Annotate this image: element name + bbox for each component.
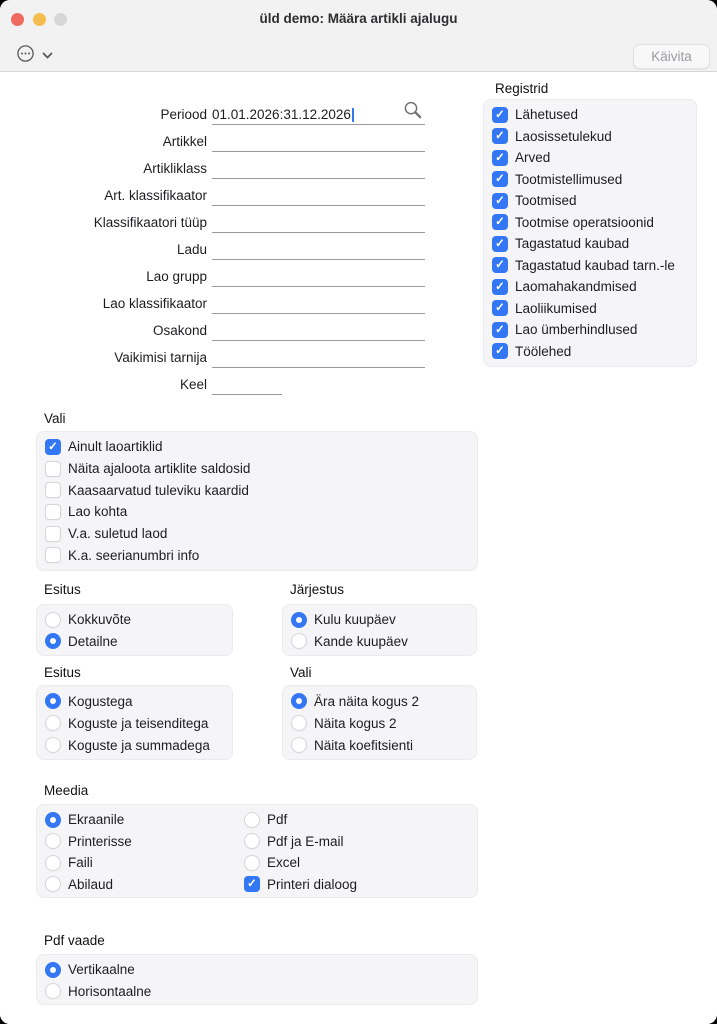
checkbox-tagastatud-kaubad-tarnijale[interactable]: ✓ Tagastatud kaubad tarn.-le — [484, 255, 696, 277]
checkbox-laomahakandmised[interactable]: ✓ Laomahakandmised — [484, 276, 696, 298]
radio-icon — [45, 855, 61, 871]
checkbox-tootmistellimused[interactable]: ✓ Tootmistellimused — [484, 169, 696, 191]
radio-icon — [291, 693, 307, 709]
radio-faili[interactable]: Faili — [37, 852, 236, 874]
checkbox-icon — [492, 343, 508, 359]
esitus2-panel — [36, 685, 233, 760]
radio-icon — [244, 833, 260, 849]
checkbox-icon — [492, 236, 508, 252]
jarjestus-panel — [282, 604, 477, 656]
field-row — [0, 260, 425, 287]
checkbox-icon — [244, 876, 260, 892]
pdf-vaade-panel — [36, 954, 478, 1005]
field-label: Lao klassifikaator — [102, 296, 207, 311]
field-label: Osakond — [152, 323, 207, 338]
osakond-input[interactable] — [212, 318, 425, 341]
checkbox-toolehed[interactable]: ✓ Töölehed — [484, 341, 696, 363]
radio-pdf[interactable]: Pdf — [236, 809, 287, 831]
radio-ara-naita-kogus-2[interactable]: Ära näita kogus 2 — [283, 690, 476, 712]
checkbox-icon — [45, 461, 61, 477]
checkbox-icon — [45, 547, 61, 563]
radio-icon — [291, 715, 307, 731]
radio-kande-kuupaev[interactable]: Kande kuupäev — [283, 631, 476, 653]
checkbox-tagastatud-kaubad[interactable]: ✓ Tagastatud kaubad — [484, 233, 696, 255]
field-row — [0, 179, 425, 206]
vaikimisi-tarnija-input[interactable] — [212, 345, 425, 368]
field-label: Artikliklass — [143, 161, 207, 176]
checkbox-icon — [45, 439, 61, 455]
checkbox-laosissetulekud[interactable]: ✓ Laosissetulekud — [484, 126, 696, 148]
meedia-title: Meedia — [44, 783, 89, 798]
registrid-title: Registrid — [495, 81, 549, 96]
field-row — [0, 368, 425, 395]
radio-koguste-ja-teisenditega[interactable]: Koguste ja teisenditega — [37, 712, 232, 734]
radio-horisontaalne[interactable]: Horisontaalne — [37, 981, 477, 1003]
ladu-input[interactable] — [212, 237, 425, 260]
checkbox-icon — [492, 214, 508, 230]
radio-icon — [45, 633, 61, 649]
run-button[interactable]: Käivita — [633, 44, 710, 69]
radio-icon — [291, 737, 307, 753]
vali2-title: Vali — [290, 665, 312, 680]
radio-icon — [291, 612, 307, 628]
field-row — [0, 152, 425, 179]
radio-naita-kogus-2[interactable]: Näita kogus 2 — [283, 712, 476, 734]
radio-icon — [45, 693, 61, 709]
meedia-row — [37, 874, 477, 896]
radio-icon — [45, 962, 61, 978]
meedia-row — [37, 809, 477, 831]
registrid-panel — [483, 99, 697, 367]
pdf-vaade-title: Pdf vaade — [44, 933, 105, 948]
checkbox-lao-kohta[interactable]: Lao kohta — [37, 501, 477, 523]
checkbox-icon — [492, 150, 508, 166]
vali-panel — [36, 431, 478, 571]
field-row — [0, 206, 425, 233]
checkbox-naita-ajaloota-saldosid[interactable]: Näita ajaloota artiklite saldosid — [37, 458, 477, 480]
window-title: üld demo: Määra artikli ajalugu — [259, 11, 458, 26]
radio-icon — [45, 737, 61, 753]
field-column — [0, 98, 425, 395]
checkbox-icon — [492, 279, 508, 295]
radio-abilaud[interactable]: Abilaud — [37, 874, 236, 896]
field-label: Klassifikaatori tüüp — [93, 215, 207, 230]
dialog-content — [0, 72, 717, 1024]
field-label: Lao grupp — [146, 269, 207, 284]
radio-kokkuvote[interactable]: Kokkuvõte — [37, 609, 232, 631]
esitus1-title: Esitus — [44, 582, 81, 597]
title-bar — [0, 0, 717, 72]
checkbox-ka-seerianumbri-info[interactable]: K.a. seerianumbri info — [37, 544, 477, 566]
radio-vertikaalne[interactable]: Vertikaalne — [37, 959, 477, 981]
lao-grupp-input[interactable] — [212, 264, 425, 287]
esitus1-panel — [36, 604, 233, 656]
checkbox-tootmise-operatsioonid[interactable]: ✓ Tootmise operatsioonid — [484, 212, 696, 234]
checkbox-laoliikumised[interactable]: ✓ Laoliikumised — [484, 298, 696, 320]
klassifikaatori-tuup-input[interactable] — [212, 210, 425, 233]
radio-icon — [45, 876, 61, 892]
field-row-periood — [0, 98, 425, 125]
checkbox-lao-umberhindlused[interactable]: ✓ Lao ümberhindlused — [484, 319, 696, 341]
radio-icon — [244, 812, 260, 828]
artikkel-input[interactable] — [212, 129, 425, 152]
paste-lookup-icon[interactable] — [403, 101, 423, 123]
periood-input[interactable] — [212, 102, 425, 125]
esitus2-title: Esitus — [44, 665, 81, 680]
checkbox-arved[interactable]: ✓ Arved — [484, 147, 696, 169]
radio-naita-koefitsienti[interactable]: Näita koefitsienti — [283, 734, 476, 756]
lao-klassifikaator-input[interactable] — [212, 291, 425, 314]
vali-title: Vali — [44, 411, 66, 426]
checkbox-icon — [45, 504, 61, 520]
checkbox-icon — [492, 107, 508, 123]
checkbox-kaasaarvatud-tuleviku-kaardid[interactable]: Kaasaarvatud tuleviku kaardid — [37, 479, 477, 501]
field-label: Artikkel — [162, 134, 207, 149]
checkbox-tootmised[interactable]: ✓ Tootmised — [484, 190, 696, 212]
radio-koguste-ja-summadega[interactable]: Koguste ja summadega — [37, 734, 232, 756]
radio-detailne[interactable]: Detailne — [37, 631, 232, 653]
meedia-panel — [36, 804, 478, 898]
checkbox-icon — [492, 171, 508, 187]
field-row — [0, 314, 425, 341]
checkbox-icon — [492, 193, 508, 209]
checkbox-icon — [492, 322, 508, 338]
periood-value: 01.01.2026:31.12.2026 — [212, 107, 351, 122]
checkbox-va-suletud-laod[interactable]: V.a. suletud laod — [37, 523, 477, 545]
checkbox-icon — [492, 300, 508, 316]
checkbox-icon — [492, 128, 508, 144]
field-row — [0, 125, 425, 152]
checkbox-lahetused[interactable]: ✓ Lähetused — [484, 104, 696, 126]
radio-printerisse[interactable]: Printerisse — [37, 831, 236, 853]
art-klassifikaator-input[interactable] — [212, 183, 425, 206]
chevron-down-icon — [42, 47, 53, 65]
radio-kulu-kuupaev[interactable]: Kulu kuupäev — [283, 609, 476, 631]
meedia-row — [37, 831, 477, 853]
field-row — [0, 287, 425, 314]
field-row — [0, 341, 425, 368]
field-label: Keel — [179, 377, 207, 392]
checkbox-printeri-dialoog[interactable]: ✓ Printeri dialoog — [236, 874, 357, 896]
text-caret — [352, 108, 354, 122]
radio-icon — [291, 633, 307, 649]
radio-pdf-ja-email[interactable]: Pdf ja E-mail — [236, 831, 344, 853]
radio-icon — [244, 855, 260, 871]
radio-excel[interactable]: Excel — [236, 852, 300, 874]
checkbox-icon — [492, 257, 508, 273]
radio-icon — [45, 715, 61, 731]
radio-icon — [45, 833, 61, 849]
field-row — [0, 233, 425, 260]
radio-icon — [45, 812, 61, 828]
more-options-button[interactable] — [16, 44, 53, 68]
radio-kogustega[interactable]: Kogustega — [37, 690, 232, 712]
checkbox-icon — [45, 526, 61, 542]
field-label: Art. klassifikaator — [104, 188, 207, 203]
vali2-panel — [282, 685, 477, 760]
artikliklass-input[interactable] — [212, 156, 425, 179]
meedia-row — [37, 852, 477, 874]
field-label: Vaikimisi tarnija — [114, 350, 207, 365]
checkbox-ainult-laoartiklid[interactable]: ✓ Ainult laoartiklid — [37, 436, 477, 458]
jarjestus-title: Järjestus — [290, 582, 345, 597]
field-label: Ladu — [176, 242, 207, 257]
checkbox-icon — [45, 482, 61, 498]
radio-icon — [45, 612, 61, 628]
ellipsis-circle-icon — [16, 44, 35, 68]
field-label: Periood — [160, 107, 207, 122]
radio-icon — [45, 983, 61, 999]
radio-ekraanile[interactable]: Ekraanile — [37, 809, 236, 831]
keel-input[interactable] — [212, 372, 282, 395]
